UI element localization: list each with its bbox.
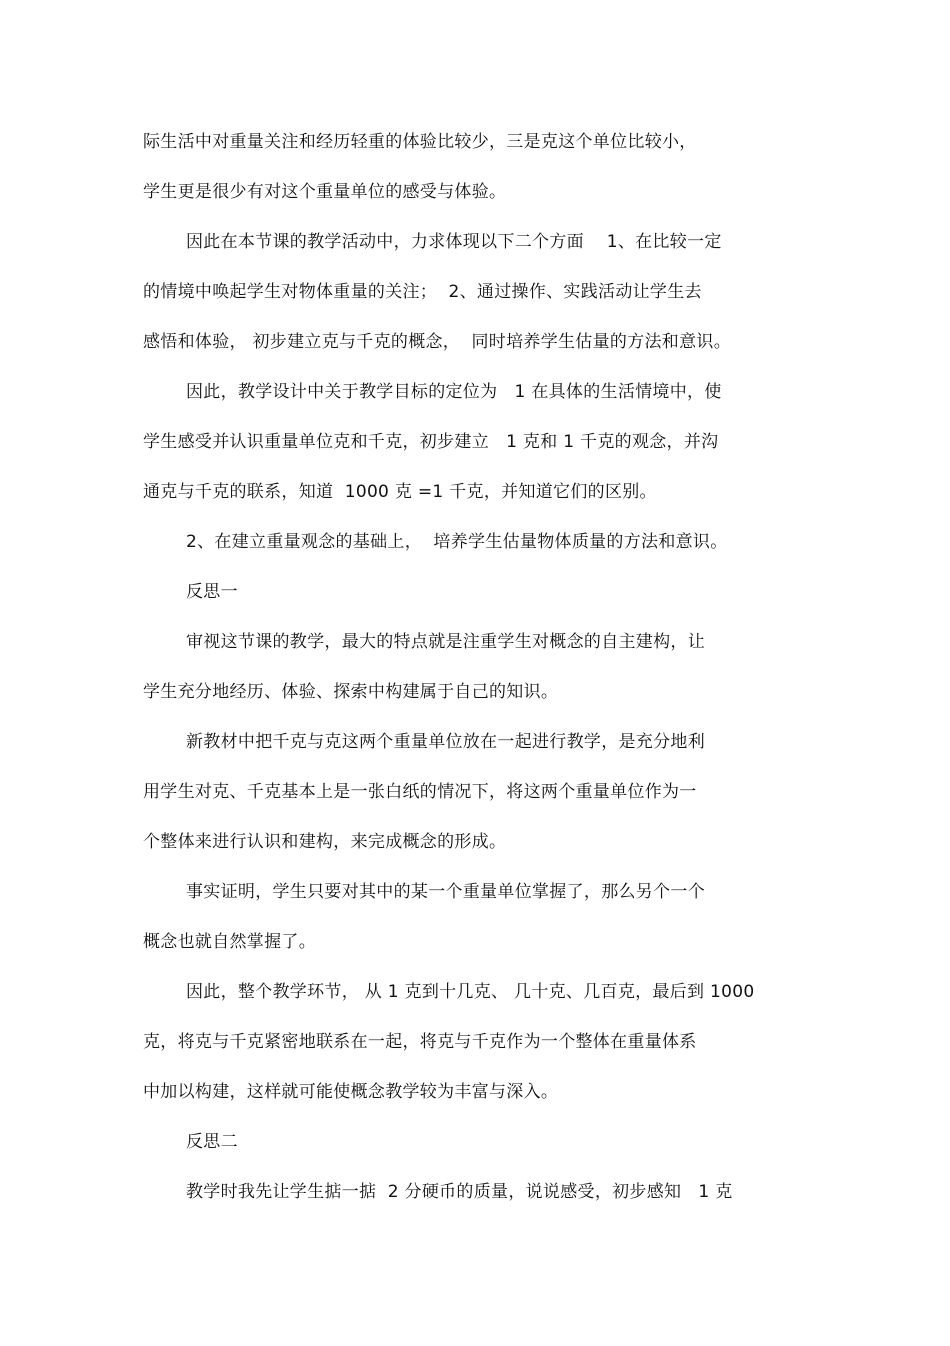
text-line: 教学时我先让学生掂一掂 2 分硬币的质量，说说感受，初步感知 1 克 (186, 1182, 733, 1202)
text-line: 审视这节课的教学，最大的特点就是注重学生对概念的自主建构，让 (186, 632, 705, 652)
text-line: 中加以构建，这样就可能使概念教学较为丰富与深入。 (143, 1082, 559, 1102)
text-line: 感悟和体验， 初步建立克与千克的概念， 同时培养学生估量的方法和意识。 (143, 332, 732, 352)
text-line: 用学生对克、千克基本上是一张白纸的情况下，将这两个重量单位作为一 (143, 782, 697, 802)
text-line: 个整体来进行认识和建构，来完成概念的形成。 (143, 832, 507, 852)
text-line: 因此，整个教学环节， 从 1 克到十几克、 几十克、几百克，最后到 1000 (186, 982, 755, 1002)
text-line: 克，将克与千克紧密地联系在一起，将克与千克作为一个整体在重量体系 (143, 1032, 697, 1052)
text-line: 学生感受并认识重量单位克和千克，初步建立 1 克和 1 千克的观念，并沟 (143, 432, 719, 452)
text-line: 学生充分地经历、体验、探索中构建属于自己的知识。 (143, 682, 559, 702)
text-line: 概念也就自然掌握了。 (143, 932, 316, 952)
text-line: 因此在本节课的教学活动中，力求体现以下二个方面 1、在比较一定 (186, 232, 722, 252)
text-line: 学生更是很少有对这个重量单位的感受与体验。 (143, 182, 507, 202)
text-line: 际生活中对重量关注和经历轻重的体验比较少，三是克这个单位比较小， (143, 132, 697, 152)
text-line: 2、在建立重量观念的基础上， 培养学生估量物体质量的方法和意识。 (186, 532, 728, 552)
text-line: 因此，教学设计中关于教学目标的定位为 1 在具体的生活情境中，使 (186, 382, 722, 402)
section-heading: 反思一 (186, 582, 238, 602)
text-line: 新教材中把千克与克这两个重量单位放在一起进行教学，是充分地利 (186, 732, 705, 752)
text-line: 的情境中唤起学生对物体重量的关注； 2、通过操作、实践活动让学生去 (143, 282, 702, 302)
text-line: 通克与千克的联系，知道 1000 克 =1 千克，并知道它们的区别。 (143, 482, 657, 502)
text-line: 事实证明，学生只要对其中的某一个重量单位掌握了，那么另个一个 (186, 882, 705, 902)
section-heading: 反思二 (186, 1132, 238, 1152)
